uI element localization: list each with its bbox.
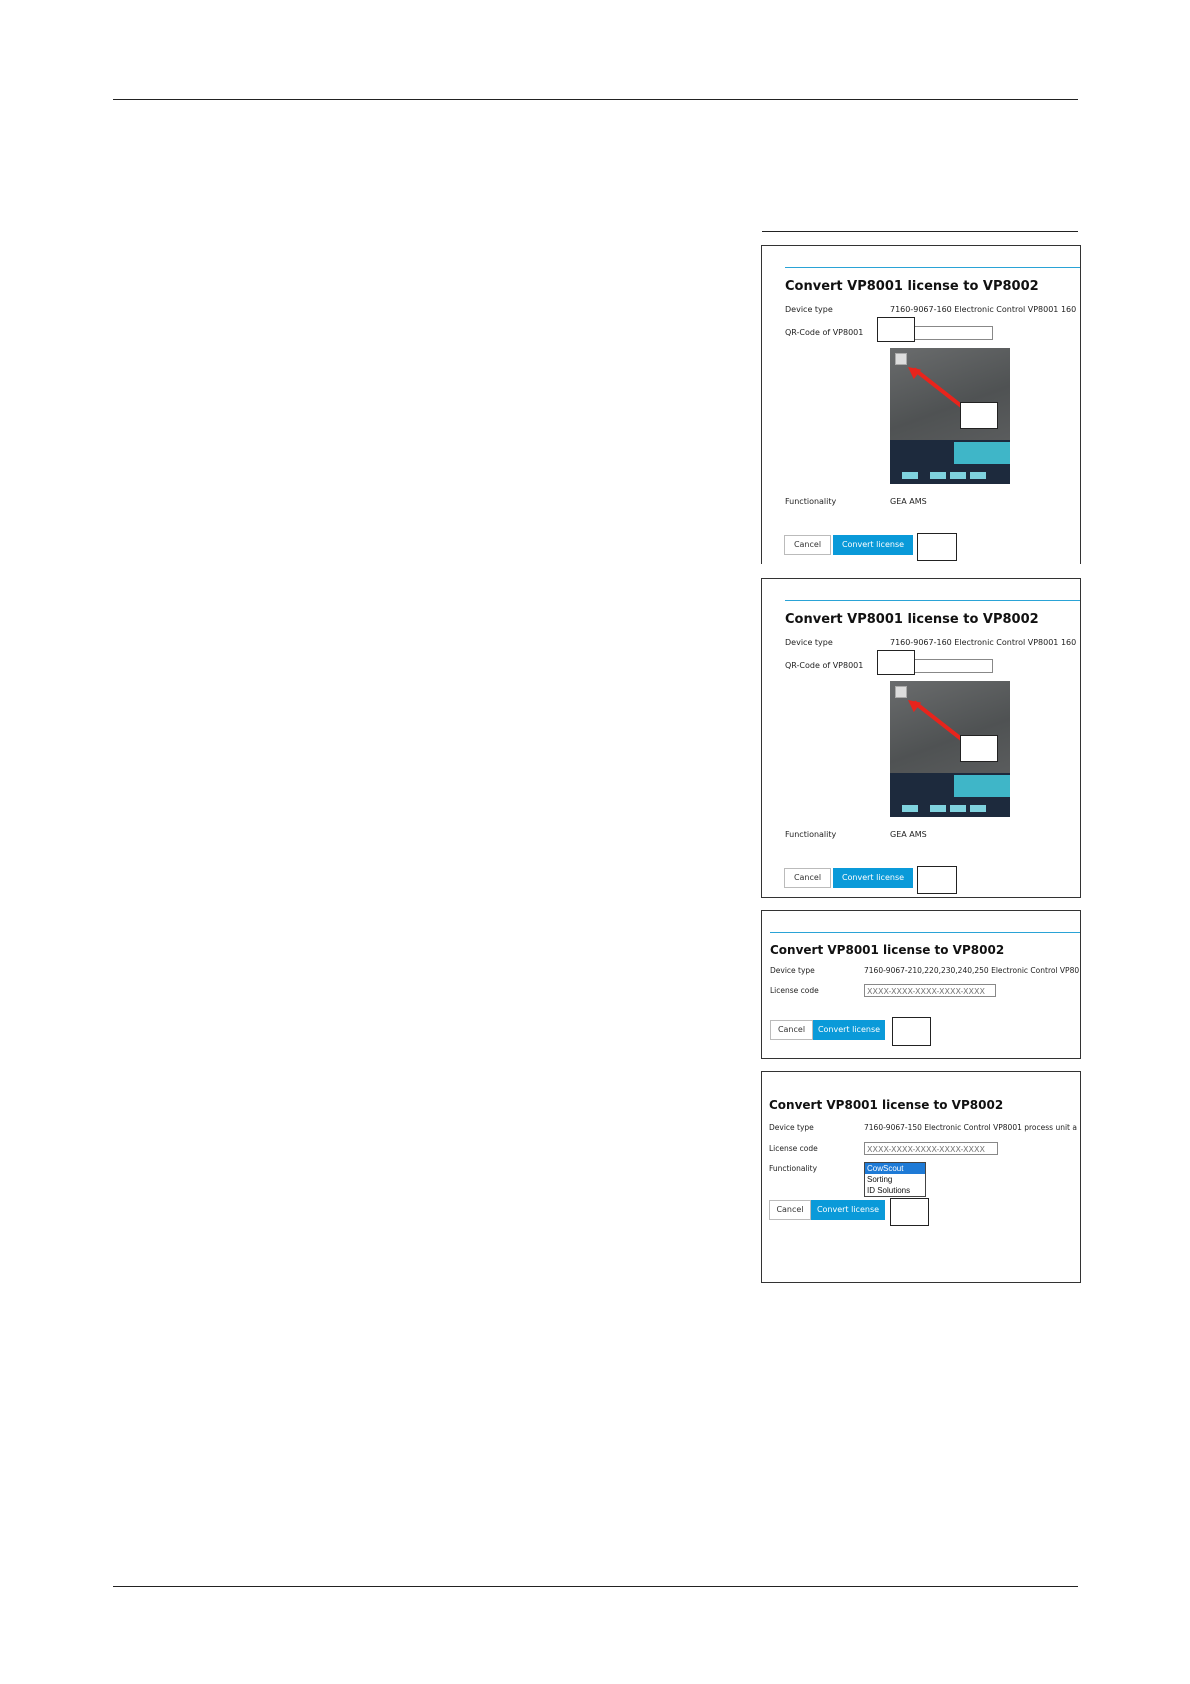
screenshot-panel-4 [761,1071,1081,1283]
license-code-input[interactable]: XXXX-XXXX-XXXX-XXXX-XXXX [864,984,996,997]
functionality-label: Functionality [785,497,837,506]
license-code-input[interactable]: XXXX-XXXX-XXXX-XXXX-XXXX [864,1142,998,1155]
qr-code-field[interactable] [906,659,993,673]
dialog-accent-line [770,932,1080,933]
callout-box [917,533,957,561]
cancel-button[interactable]: Cancel [784,535,831,555]
functionality-value: GEA AMS [890,830,927,839]
callout-box [877,650,915,675]
device-type-value: 7160-9067-210,220,230,240,250 Electronic Control VP80 [864,966,1080,975]
license-code-label: License code [770,986,819,995]
device-photo [890,348,1010,484]
dialog-accent-line [785,267,1080,268]
device-type-value: 7160-9067-160 Electronic Control VP8001 160 [890,638,1077,647]
qr-code-label: QR-Code of VP8001 [785,661,864,670]
callout-box [960,735,998,762]
functionality-label: Functionality [785,830,837,839]
qr-code-label: QR-Code of VP8001 [785,328,864,337]
screenshot-panel-3 [761,910,1081,1059]
select-option[interactable]: CowScout [865,1163,925,1174]
select-option[interactable]: Sorting [867,1175,893,1184]
license-code-label: License code [769,1144,818,1153]
screenshot-panel-2 [761,578,1081,898]
header-rule [113,99,1078,100]
cancel-button[interactable]: Cancel [784,868,831,888]
convert-license-button[interactable]: Convert license [833,868,913,888]
device-type-value: 7160-9067-160 Electronic Control VP8001 160 [890,305,1077,314]
footer-rule [113,1586,1078,1587]
functionality-value: GEA AMS [890,497,927,506]
select-option[interactable]: ID Solutions [867,1186,911,1195]
qr-code-field[interactable] [906,326,993,340]
dialog-title: Convert VP8001 license to VP8002 [785,279,1039,294]
dialog-title: Convert VP8001 license to VP8002 [769,1098,1004,1112]
device-photo [890,681,1010,817]
device-type-label: Device type [785,305,833,314]
device-type-value: 7160-9067-150 Electronic Control VP8001 process unit a [864,1123,1077,1132]
device-type-label: Device type [785,638,833,647]
callout-box [877,317,915,342]
convert-license-button[interactable]: Convert license [811,1200,885,1220]
cancel-button[interactable]: Cancel [770,1020,813,1040]
functionality-select[interactable] [864,1162,926,1197]
callout-box [890,1198,929,1226]
dialog-title: Convert VP8001 license to VP8002 [785,612,1039,627]
column-rule [762,231,1078,232]
qr-code-icon [895,353,907,365]
qr-code-icon [895,686,907,698]
callout-box [892,1017,931,1046]
device-type-label: Device type [770,966,815,975]
callout-box [917,866,957,894]
screenshot-panel-1 [761,245,1081,564]
dialog-accent-line [785,600,1080,601]
convert-license-button[interactable]: Convert license [813,1020,885,1040]
dialog-title: Convert VP8001 license to VP8002 [770,943,1005,957]
convert-license-button[interactable]: Convert license [833,535,913,555]
callout-box [960,402,998,429]
functionality-label: Functionality [769,1164,818,1173]
device-type-label: Device type [769,1123,814,1132]
cancel-button[interactable]: Cancel [769,1200,811,1220]
